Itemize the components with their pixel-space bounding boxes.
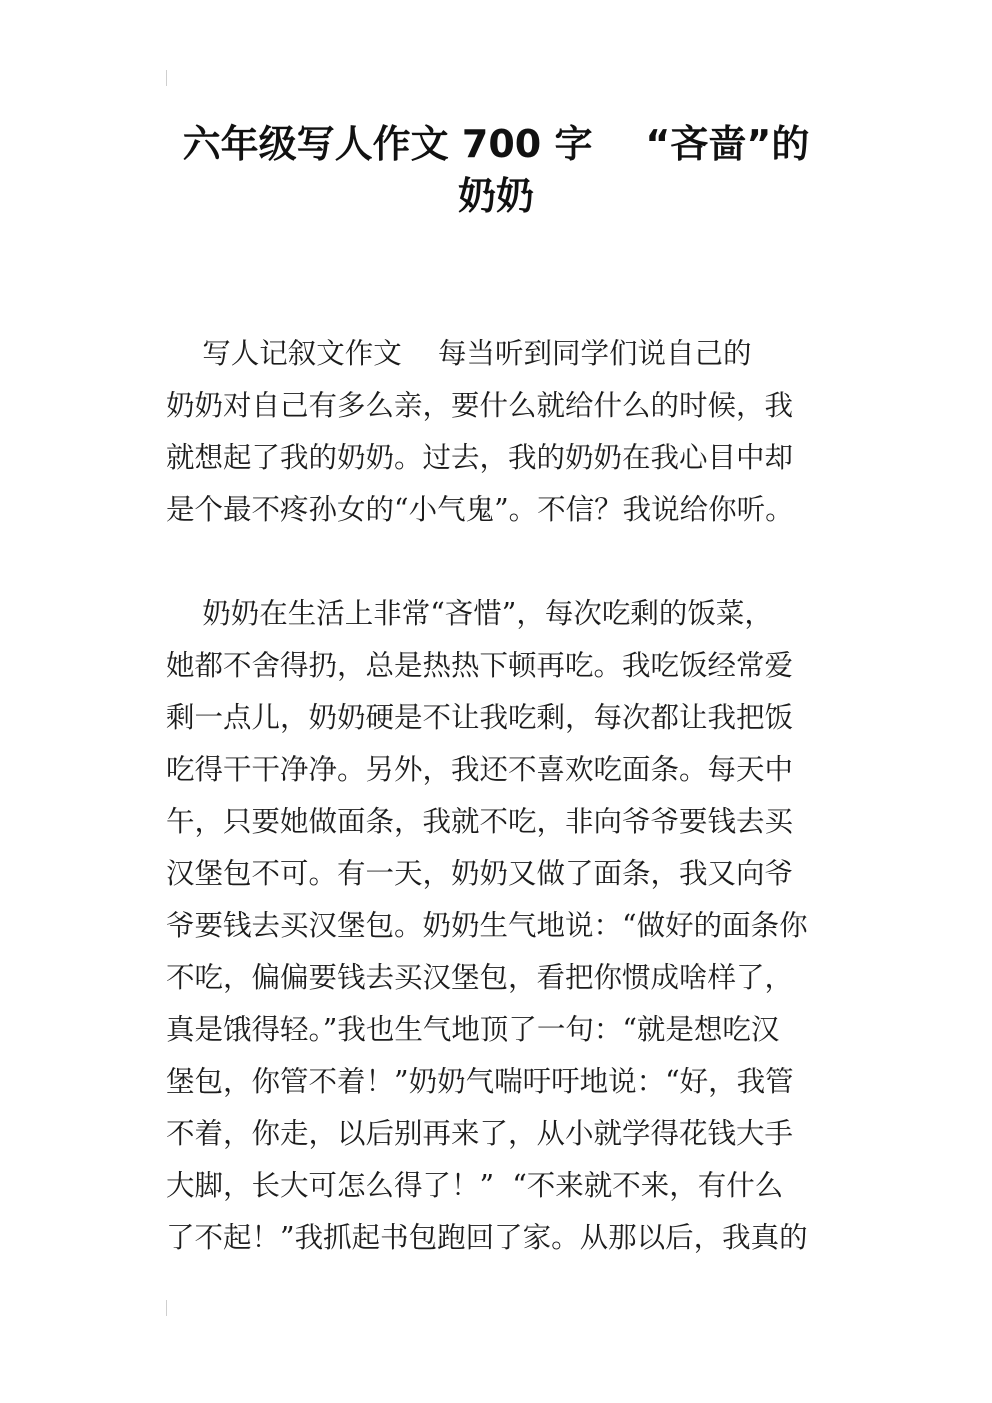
text-line: 剩一点儿，奶奶硬是不让我吃剩，每次都让我把饭	[166, 701, 794, 734]
text-line: 奶奶在生活上非常“吝惜”，每次吃剩的饭菜，	[166, 597, 773, 630]
crop-mark-top	[166, 70, 167, 86]
text-line: 是个最不疼孙女的“小气鬼”。不信？我说给你听。	[166, 493, 794, 526]
crop-mark-bottom	[166, 1300, 167, 1316]
text-line: 汉堡包不可。有一天，奶奶又做了面条，我又向爷	[166, 857, 794, 890]
document-title	[166, 118, 826, 222]
text-line: 了不起！”我抓起书包跑回了家。从那以后，我真的	[166, 1221, 808, 1254]
paragraph-1	[166, 328, 830, 536]
title-line-2: 奶奶	[457, 174, 534, 218]
text-line: 堡包，你管不着！”奶奶气喘吁吁地说：“好，我管	[166, 1065, 794, 1098]
title-line-1: 六年级写人作文 700 字 “吝啬”的	[182, 122, 810, 166]
text-line: 真是饿得轻。”我也生气地顶了一句：“就是想吃汉	[166, 1013, 780, 1046]
text-line: 她都不舍得扔，总是热热下顿再吃。我吃饭经常爱	[166, 649, 794, 682]
text-line: 吃得干干净净。另外，我还不喜欢吃面条。每天中	[166, 753, 794, 786]
text-line: 就想起了我的奶奶。过去，我的奶奶在我心目中却	[166, 441, 794, 474]
text-line: 奶奶对自己有多么亲，要什么就给什么的时候，我	[166, 389, 794, 422]
text-line: 写人记叙文作文 每当听到同学们说自己的	[166, 337, 752, 370]
text-line: 大脚，长大可怎么得了！” “不来就不来，有什么	[166, 1169, 784, 1202]
text-line: 不吃，偏偏要钱去买汉堡包，看把你惯成啥样了，	[166, 961, 794, 994]
text-line: 爷要钱去买汉堡包。奶奶生气地说：“做好的面条你	[166, 909, 808, 942]
text-line: 不着，你走，以后别再来了，从小就学得花钱大手	[166, 1117, 794, 1150]
paragraph-2	[166, 588, 830, 1264]
text-line: 午，只要她做面条，我就不吃，非向爷爷要钱去买	[166, 805, 794, 838]
